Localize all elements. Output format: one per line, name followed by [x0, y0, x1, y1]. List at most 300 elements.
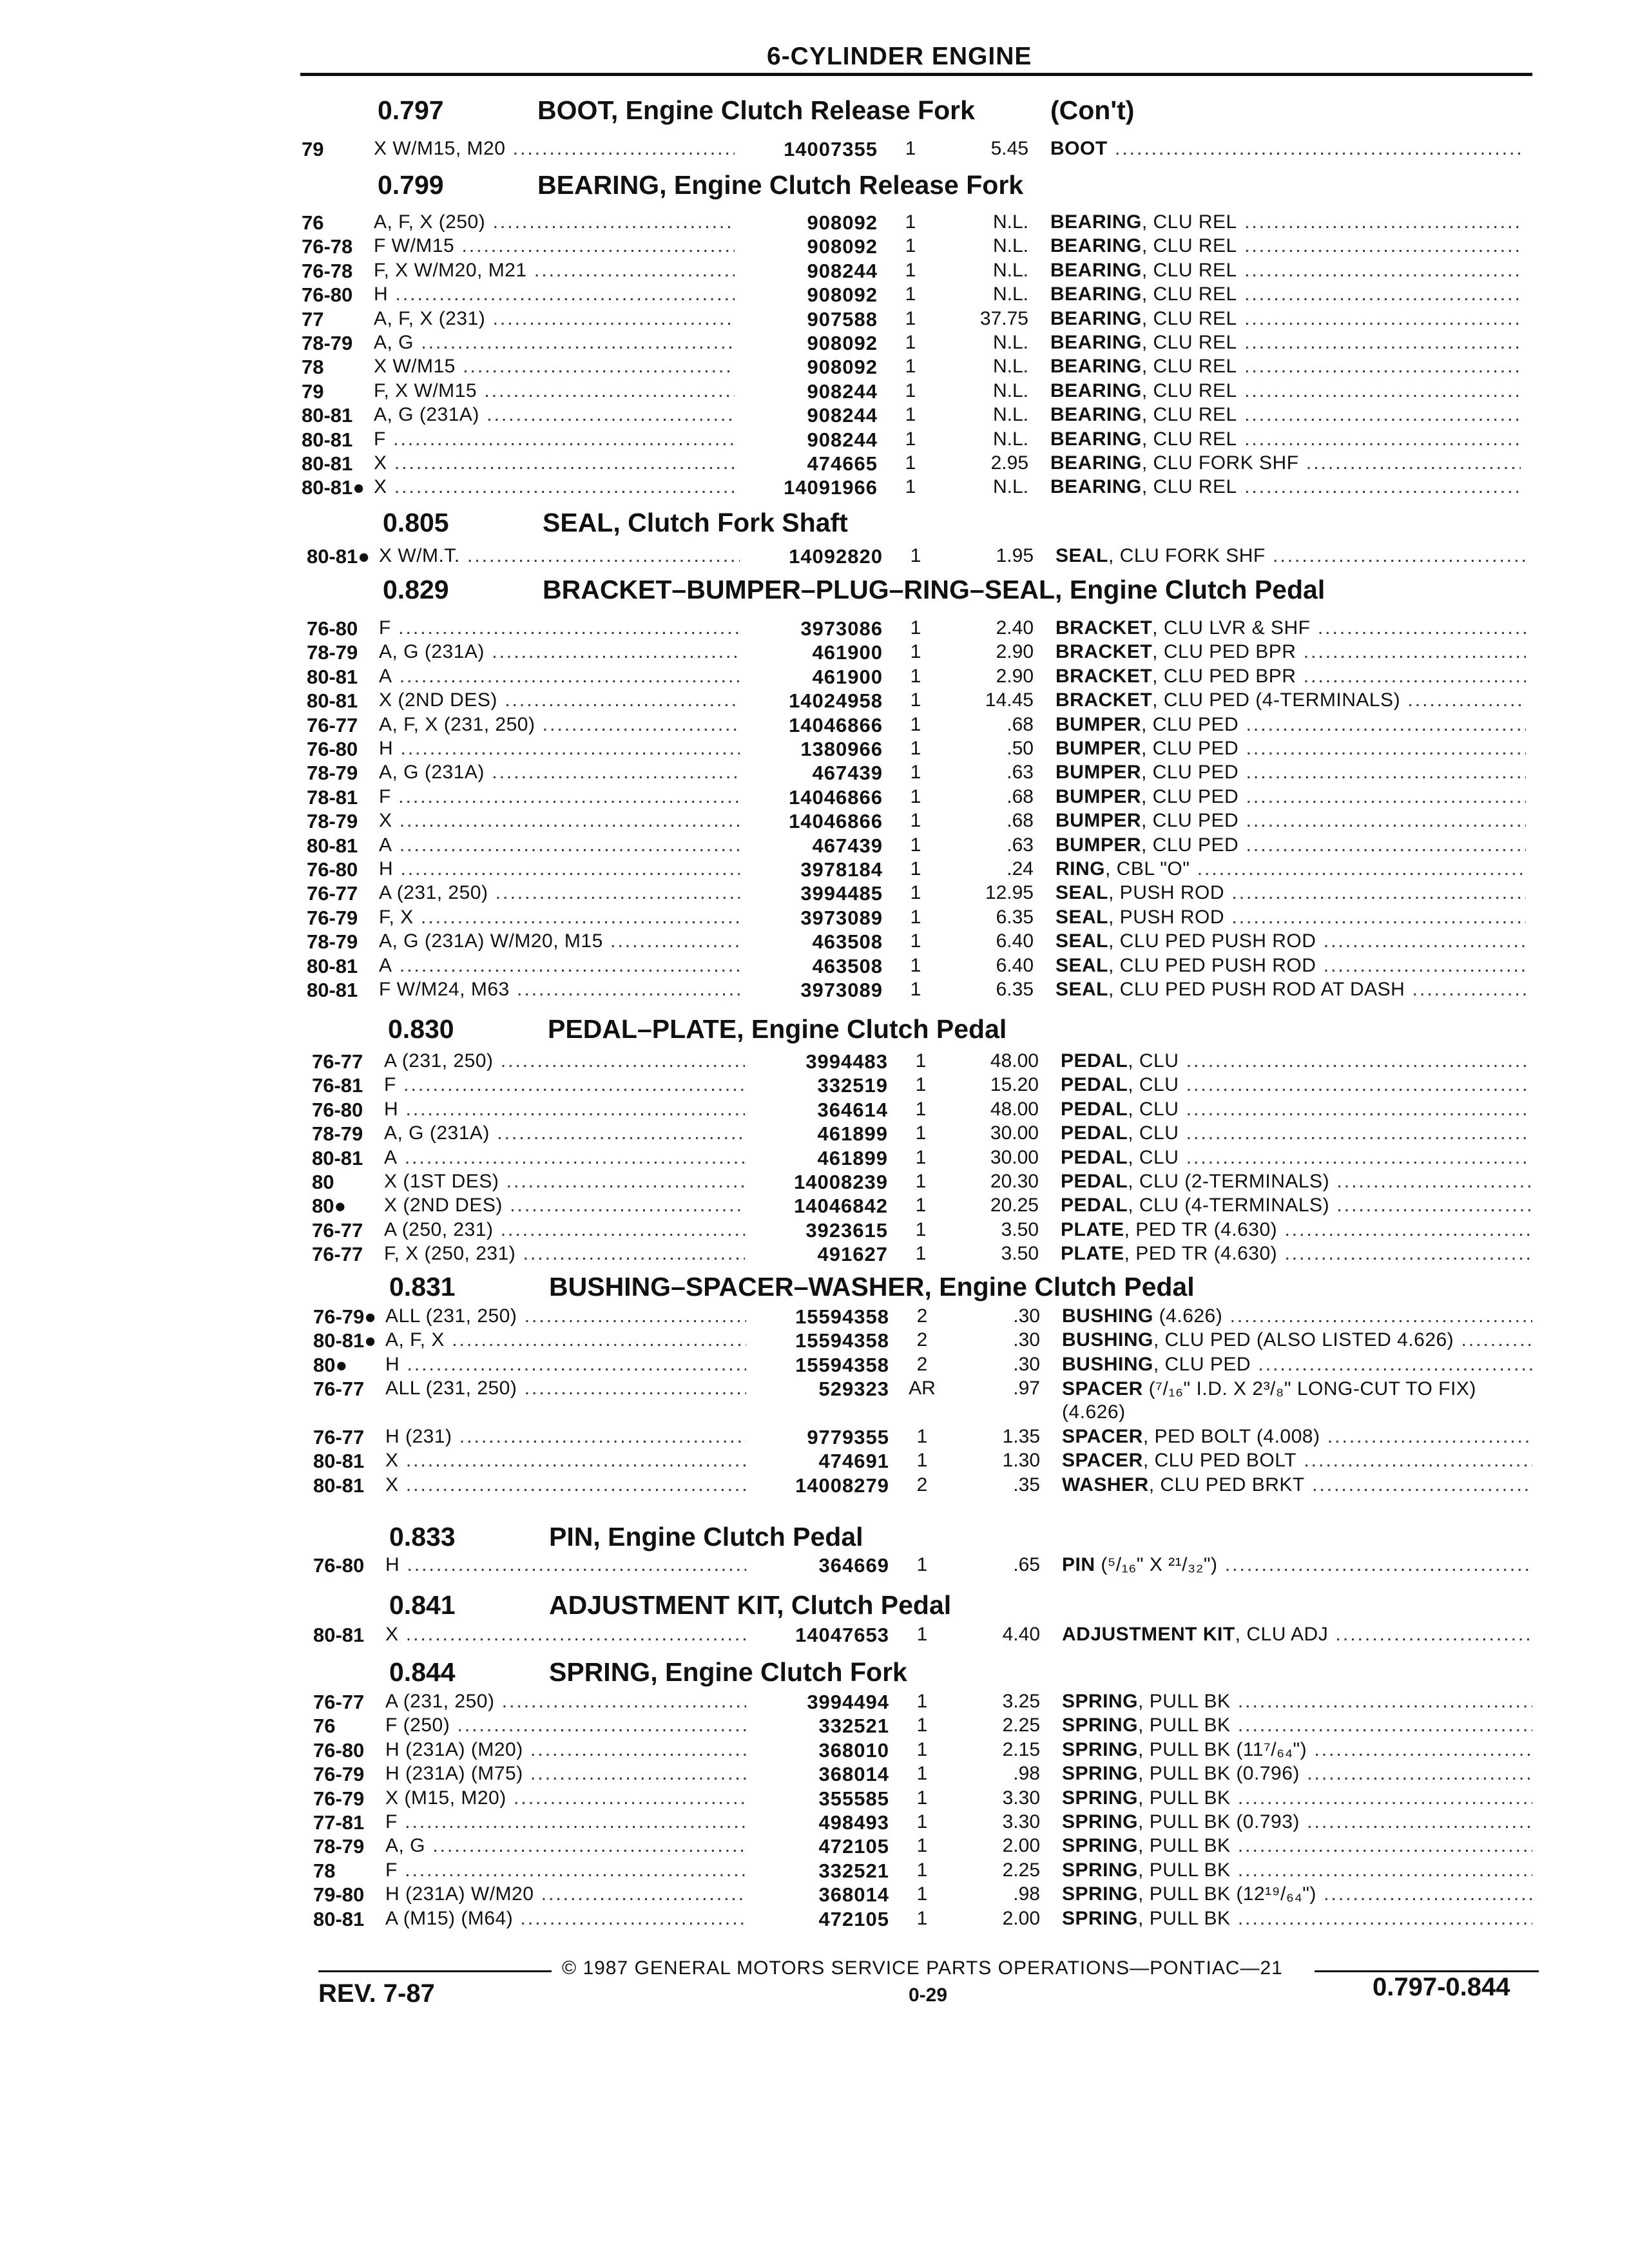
description-keyword: PEDAL — [1061, 1195, 1128, 1216]
model-text: F — [379, 786, 391, 807]
part-description: BRACKET, CLU PED BPR ..... — [1055, 641, 1526, 663]
part-description: BUMPER, CLU PED ..... — [1055, 714, 1526, 736]
footer-rule-left — [318, 1970, 552, 1972]
part-description: PEDAL, CLU ..... — [1061, 1147, 1531, 1169]
quantity: 1 — [916, 1883, 928, 1905]
part-number: 461900 — [812, 641, 883, 664]
description-keyword: SPRING — [1062, 1763, 1139, 1784]
model-years: 76-80 — [307, 858, 358, 881]
quantity: 1 — [916, 1860, 928, 1881]
model-text: A — [379, 666, 392, 687]
model-applicability — [385, 1305, 746, 1327]
part-number: 14046866 — [789, 810, 883, 832]
part-number: 3973089 — [800, 979, 883, 1001]
model-applicability — [385, 1763, 746, 1785]
part-description: SPRING, PULL BK ..... — [1062, 1691, 1532, 1713]
model-text: A (250, 231) — [384, 1219, 494, 1240]
part-number: 14046866 — [789, 714, 883, 736]
part-description: SPRING, PULL BK (0.796) ..... — [1062, 1763, 1532, 1785]
quantity: 1 — [916, 1739, 928, 1760]
model-applicability — [385, 1426, 746, 1448]
model-applicability — [385, 1624, 746, 1646]
model-applicability — [385, 1691, 746, 1713]
price: 48.00 — [990, 1099, 1039, 1120]
part-number: 461900 — [812, 666, 883, 688]
description-keyword: PIN — [1062, 1554, 1095, 1575]
model-text: X — [385, 1474, 399, 1495]
description-keyword: SPRING — [1062, 1787, 1139, 1809]
part-number: 368014 — [818, 1763, 889, 1785]
price: 2.00 — [1002, 1835, 1040, 1856]
model-years: 80-81 — [302, 428, 353, 451]
model-text: F — [374, 428, 386, 450]
description-keyword: BUMPER — [1055, 834, 1142, 856]
section-code: 0.797 — [378, 95, 444, 125]
part-description: ADJUSTMENT KIT, CLU ADJ ..... — [1062, 1624, 1532, 1646]
part-description: PEDAL, CLU ..... — [1061, 1074, 1531, 1096]
model-applicability — [379, 834, 740, 856]
model-years: 76-77 — [307, 714, 358, 736]
quantity: 1 — [915, 1243, 927, 1264]
model-applicability — [384, 1219, 745, 1241]
quantity: 1 — [915, 1050, 927, 1072]
price: 37.75 — [979, 308, 1028, 329]
model-years: 76-79 — [307, 907, 358, 929]
part-number: 908092 — [807, 332, 878, 354]
quantity: 1 — [910, 689, 921, 711]
model-years: 80-81 — [312, 1147, 363, 1169]
part-number: 15594358 — [795, 1354, 889, 1376]
price: N.L. — [992, 476, 1028, 497]
quantity: 1 — [910, 834, 921, 856]
price: .30 — [1013, 1305, 1040, 1327]
model-applicability — [384, 1099, 745, 1120]
part-description: PEDAL, CLU ..... — [1061, 1122, 1531, 1144]
description-keyword: BUMPER — [1055, 762, 1142, 783]
quantity: 1 — [910, 738, 921, 759]
model-text: X W/M.T. — [379, 545, 460, 566]
price: N.L. — [992, 235, 1028, 256]
model-text: X — [379, 810, 392, 831]
model-text: F — [385, 1811, 398, 1832]
section-code: 0.805 — [383, 508, 449, 537]
model-applicability — [374, 380, 735, 402]
description-keyword: BUSHING — [1062, 1329, 1153, 1350]
model-years: 80-81 — [313, 1474, 365, 1497]
model-years: 80● — [313, 1354, 348, 1376]
model-applicability — [374, 260, 735, 282]
model-applicability — [374, 332, 735, 354]
model-applicability — [379, 786, 740, 808]
model-years: 76-77 — [307, 882, 358, 905]
section-title: BEARING, Engine Clutch Release Fork — [537, 170, 1024, 200]
part-description: PLATE, PED TR (4.630) ..... — [1061, 1219, 1531, 1241]
model-years: 78-79 — [312, 1122, 363, 1145]
model-text: A, G — [374, 332, 414, 353]
description-keyword: PLATE — [1061, 1243, 1124, 1264]
part-number: 463508 — [812, 930, 883, 953]
model-years: 78-79 — [307, 930, 358, 953]
part-description: BUSHING, CLU PED (ALSO LISTED 4.626) ..... — [1062, 1329, 1532, 1351]
model-years: 76-80 — [307, 738, 358, 760]
part-number: 907588 — [807, 308, 878, 331]
model-applicability — [379, 738, 740, 760]
description-keyword: BUSHING — [1062, 1354, 1153, 1375]
part-number: 498493 — [818, 1811, 889, 1834]
model-text: A, G (231A) — [379, 641, 485, 662]
price: N.L. — [992, 332, 1028, 353]
model-text: H — [374, 284, 389, 305]
part-description: SPACER (⁷/₁₆" I.D. X 2³/₈" LONG-CUT TO FIX) (4.626) — [1062, 1378, 1476, 1423]
part-description: SPRING, PULL BK (11⁷/₆₄") ..... — [1062, 1739, 1532, 1761]
price: 48.00 — [990, 1050, 1039, 1072]
model-years: 77-81 — [313, 1811, 365, 1834]
section-title: SPRING, Engine Clutch Fork — [549, 1657, 907, 1687]
quantity: 1 — [916, 1554, 928, 1575]
part-description: BUMPER, CLU PED ..... — [1055, 738, 1526, 760]
model-text: F — [384, 1074, 396, 1095]
quantity: 1 — [905, 428, 916, 450]
section-code: 0.833 — [389, 1522, 456, 1552]
part-description: SEAL, CLU PED PUSH ROD ..... — [1055, 930, 1526, 952]
part-number: 14046866 — [789, 786, 883, 809]
quantity: 1 — [905, 235, 916, 256]
part-description: SPRING, PULL BK ..... — [1062, 1787, 1532, 1809]
description-keyword: BRACKET — [1055, 617, 1153, 639]
description-keyword: SEAL — [1055, 882, 1109, 903]
part-description: BEARING, CLU REL ..... — [1050, 404, 1521, 426]
description-keyword: BEARING — [1050, 211, 1142, 233]
section-code: 0.844 — [389, 1657, 456, 1687]
model-applicability — [379, 762, 740, 783]
part-number: 14007355 — [784, 138, 878, 160]
part-description: SPRING, PULL BK ..... — [1062, 1860, 1532, 1881]
model-years: 78-81 — [307, 786, 358, 809]
price: .68 — [1007, 786, 1034, 807]
description-keyword: SPRING — [1062, 1811, 1139, 1832]
model-applicability — [384, 1147, 745, 1169]
model-text: A (231, 250) — [379, 882, 488, 903]
model-applicability — [379, 714, 740, 736]
part-description: BEARING, CLU REL ..... — [1050, 332, 1521, 354]
quantity: 1 — [916, 1450, 928, 1471]
part-description: PLATE, PED TR (4.630) ..... — [1061, 1243, 1531, 1265]
model-years: 80-81 — [307, 689, 358, 712]
model-text: F (250) — [385, 1715, 450, 1736]
model-applicability — [379, 641, 740, 663]
part-description — [1050, 138, 1521, 160]
quantity: 1 — [905, 138, 916, 159]
quantity: 1 — [915, 1074, 927, 1095]
model-applicability — [385, 1739, 746, 1761]
model-text: H — [385, 1554, 400, 1575]
part-number: 1380966 — [800, 738, 883, 760]
model-years: 76-80 — [313, 1739, 365, 1762]
model-text: X — [385, 1450, 399, 1471]
model-applicability — [374, 452, 735, 474]
model-applicability — [379, 858, 740, 880]
description-keyword: BEARING — [1050, 452, 1142, 474]
quantity: 1 — [916, 1835, 928, 1856]
model-applicability — [385, 1378, 746, 1399]
model-text: X (1ST DES) — [384, 1171, 499, 1192]
part-description: BEARING, CLU REL ..... — [1050, 308, 1521, 330]
price: 2.15 — [1002, 1739, 1040, 1760]
part-description: SPRING, PULL BK (12¹⁹/₆₄") ..... — [1062, 1883, 1532, 1905]
section-title: BRACKET–BUMPER–PLUG–RING–SEAL, Engine Clutch Pedal — [543, 575, 1325, 604]
model-years: 76-80 — [307, 617, 358, 640]
description-keyword: SPRING — [1062, 1715, 1139, 1736]
model-text: X — [374, 476, 387, 497]
model-years: 78-79 — [307, 762, 358, 784]
quantity: 1 — [910, 714, 921, 735]
price: .24 — [1007, 858, 1034, 879]
description-keyword: PEDAL — [1061, 1171, 1128, 1192]
model-text: X (2ND DES) — [384, 1195, 503, 1216]
model-years: 76-78 — [302, 260, 353, 282]
model-text: F, X W/M15 — [374, 380, 477, 401]
quantity: 1 — [910, 641, 921, 662]
quantity: 1 — [910, 786, 921, 807]
model-applicability — [379, 666, 740, 687]
model-years: 80-81● — [307, 545, 371, 568]
part-description: BUMPER, CLU PED ..... — [1055, 786, 1526, 808]
model-text: H (231A) W/M20 — [385, 1883, 534, 1905]
price: .98 — [1013, 1883, 1040, 1905]
model-applicability — [374, 476, 735, 498]
quantity: 2 — [916, 1329, 928, 1350]
description-keyword: BEARING — [1050, 356, 1142, 377]
description-keyword: BEARING — [1050, 332, 1142, 353]
part-number: 332519 — [817, 1074, 888, 1097]
page-title: 6-CYLINDER ENGINE — [767, 43, 1032, 70]
model-applicability — [379, 882, 740, 904]
section-title: BOOT, Engine Clutch Release Fork — [537, 95, 975, 125]
part-number: 463508 — [812, 955, 883, 977]
description-keyword: BRACKET — [1055, 666, 1153, 687]
description-keyword: SPRING — [1062, 1908, 1139, 1929]
quantity: 1 — [916, 1763, 928, 1784]
part-number: 364614 — [817, 1099, 888, 1121]
model-applicability — [379, 979, 740, 1001]
part-number: 3923615 — [805, 1219, 888, 1242]
model-applicability — [385, 1354, 746, 1376]
quantity: 2 — [916, 1474, 928, 1495]
price: 3.50 — [1001, 1243, 1039, 1264]
description-keyword: BRACKET — [1055, 689, 1153, 711]
description-keyword: BUMPER — [1055, 714, 1142, 735]
model-applicability — [385, 1787, 746, 1809]
part-number: 908092 — [807, 284, 878, 306]
part-description: BEARING, CLU REL ..... — [1050, 380, 1521, 402]
description-keyword: BUMPER — [1055, 738, 1142, 759]
model-text: X — [385, 1624, 399, 1645]
description-keyword: SPRING — [1062, 1883, 1139, 1905]
model-text: A — [384, 1147, 398, 1168]
description-keyword: BEARING — [1050, 476, 1142, 497]
quantity: 1 — [916, 1426, 928, 1447]
quantity: 1 — [915, 1147, 927, 1168]
quantity: 1 — [915, 1219, 927, 1240]
model-years: 76-77 — [313, 1691, 365, 1713]
part-number: 14092820 — [789, 545, 883, 568]
quantity: 1 — [905, 452, 916, 474]
model-applicability — [385, 1835, 746, 1857]
model-years: 80-81 — [313, 1624, 365, 1646]
model-applicability — [385, 1908, 746, 1930]
section-code: 0.799 — [378, 170, 444, 200]
model-text: X W/M15, M20 — [374, 138, 506, 159]
model-text: X (M15, M20) — [385, 1787, 506, 1809]
part-number: 3994485 — [800, 882, 883, 905]
model-text: X W/M15 — [374, 356, 456, 377]
description-keyword: SPACER — [1062, 1426, 1143, 1447]
part-description: BUMPER, CLU PED ..... — [1055, 762, 1526, 783]
part-number: 14046842 — [794, 1195, 888, 1217]
model-applicability — [379, 689, 740, 711]
description-keyword: BOOT — [1050, 138, 1108, 159]
section-title: BUSHING–SPACER–WASHER, Engine Clutch Pedal — [549, 1272, 1195, 1302]
part-number: 908092 — [807, 211, 878, 234]
section-range: 0.797-0.844 — [1373, 1973, 1510, 2001]
part-number: 3994483 — [805, 1050, 888, 1073]
part-number: 332521 — [818, 1715, 889, 1737]
part-description: BEARING, CLU REL ..... — [1050, 428, 1521, 450]
model-text: H — [385, 1354, 400, 1375]
model-years: 80-81 — [302, 404, 353, 427]
price: .63 — [1007, 834, 1034, 856]
price: 3.30 — [1002, 1787, 1040, 1809]
model-text: F, X W/M20, M21 — [374, 260, 527, 281]
price: .63 — [1007, 762, 1034, 783]
section-code: 0.829 — [383, 575, 449, 604]
price: 2.00 — [1002, 1908, 1040, 1929]
model-text: A, F, X (231, 250) — [379, 714, 535, 735]
price: N.L. — [992, 404, 1028, 425]
description-keyword: SEAL — [1055, 545, 1109, 566]
part-description: BUSHING (4.626) ..... — [1062, 1305, 1532, 1327]
model-years: 76-79 — [313, 1763, 365, 1785]
model-text: A, G (231A) W/M20, M15 — [379, 930, 603, 952]
model-applicability — [379, 930, 740, 952]
price: 2.40 — [996, 617, 1034, 639]
model-text: H — [384, 1099, 399, 1120]
model-text: H (231A) (M75) — [385, 1763, 523, 1784]
price: .30 — [1013, 1329, 1040, 1350]
section-code: 0.830 — [388, 1014, 454, 1044]
description-keyword: BEARING — [1050, 235, 1142, 256]
description-keyword: BEARING — [1050, 260, 1142, 281]
part-number: 908092 — [807, 356, 878, 378]
description-keyword: ADJUSTMENT KIT — [1062, 1624, 1235, 1645]
model-text: F — [379, 617, 391, 639]
price: 2.25 — [1002, 1715, 1040, 1736]
description-keyword: PEDAL — [1061, 1122, 1128, 1144]
description-keyword: SEAL — [1055, 907, 1109, 928]
description-keyword: SPACER — [1062, 1450, 1143, 1471]
model-text: F W/M24, M63 — [379, 979, 510, 1000]
part-number: 14047653 — [795, 1624, 889, 1646]
model-applicability — [374, 138, 735, 160]
description-keyword: SEAL — [1055, 930, 1109, 952]
model-years: 78 — [302, 356, 324, 378]
quantity: 1 — [915, 1195, 927, 1216]
model-years: 76-80 — [302, 284, 353, 306]
price: N.L. — [992, 428, 1028, 450]
quantity: 1 — [905, 356, 916, 377]
part-number: 15594358 — [795, 1329, 889, 1352]
part-number: 474665 — [807, 452, 878, 475]
part-number: 529323 — [818, 1378, 889, 1400]
price: 5.45 — [990, 138, 1028, 159]
price: 3.50 — [1001, 1219, 1039, 1240]
part-description: BUMPER, CLU PED ..... — [1055, 810, 1526, 832]
price: .68 — [1007, 714, 1034, 735]
price: 1.35 — [1002, 1426, 1040, 1447]
part-number: 908244 — [807, 260, 878, 282]
part-number: 9779355 — [807, 1426, 889, 1448]
price: 6.35 — [996, 907, 1034, 928]
description-keyword: PEDAL — [1061, 1050, 1128, 1072]
model-years: 76 — [313, 1715, 336, 1737]
quantity: 1 — [915, 1099, 927, 1120]
model-years: 76-79● — [313, 1305, 377, 1328]
price: .50 — [1007, 738, 1034, 759]
description-keyword: SEAL — [1055, 955, 1109, 976]
part-description: SEAL, PUSH ROD ..... — [1055, 907, 1526, 928]
price: 30.00 — [990, 1147, 1039, 1168]
quantity: 1 — [910, 979, 921, 1000]
price: 12.95 — [985, 882, 1034, 903]
model-text: A, G (231A) — [384, 1122, 490, 1144]
model-text: X — [374, 452, 387, 474]
part-description: PEDAL, CLU (4-TERMINALS) ..... — [1061, 1195, 1531, 1216]
model-applicability — [384, 1195, 745, 1216]
model-applicability — [379, 810, 740, 832]
quantity: 1 — [916, 1908, 928, 1929]
quantity: 1 — [905, 380, 916, 401]
model-text: A, G — [385, 1835, 426, 1856]
quantity: 1 — [905, 308, 916, 329]
model-text: H — [379, 858, 394, 879]
description-keyword: BEARING — [1050, 308, 1142, 329]
model-years: 79 — [302, 380, 324, 403]
description-keyword: SPRING — [1062, 1739, 1139, 1760]
model-applicability — [385, 1474, 746, 1496]
part-description: BRACKET, CLU PED (4-TERMINALS) ..... — [1055, 689, 1526, 711]
quantity: 1 — [905, 332, 916, 353]
model-applicability — [385, 1554, 746, 1576]
description-keyword: WASHER — [1062, 1474, 1149, 1495]
price: N.L. — [992, 356, 1028, 377]
quantity: 1 — [910, 930, 921, 952]
description-keyword: BEARING — [1050, 380, 1142, 401]
part-description: PEDAL, CLU ..... — [1061, 1050, 1531, 1072]
model-years: 79-80 — [313, 1883, 365, 1906]
price: 15.20 — [990, 1074, 1039, 1095]
model-applicability — [374, 284, 735, 305]
model-years: 76-81 — [312, 1074, 363, 1097]
price: 20.30 — [990, 1171, 1039, 1192]
model-text: A — [379, 834, 392, 856]
part-description: SEAL, CLU FORK SHF ..... — [1055, 545, 1526, 567]
price: 6.35 — [996, 979, 1034, 1000]
price: 30.00 — [990, 1122, 1039, 1144]
price: 6.40 — [996, 930, 1034, 952]
price: .30 — [1013, 1354, 1040, 1375]
model-applicability — [384, 1243, 745, 1265]
model-applicability — [374, 404, 735, 426]
